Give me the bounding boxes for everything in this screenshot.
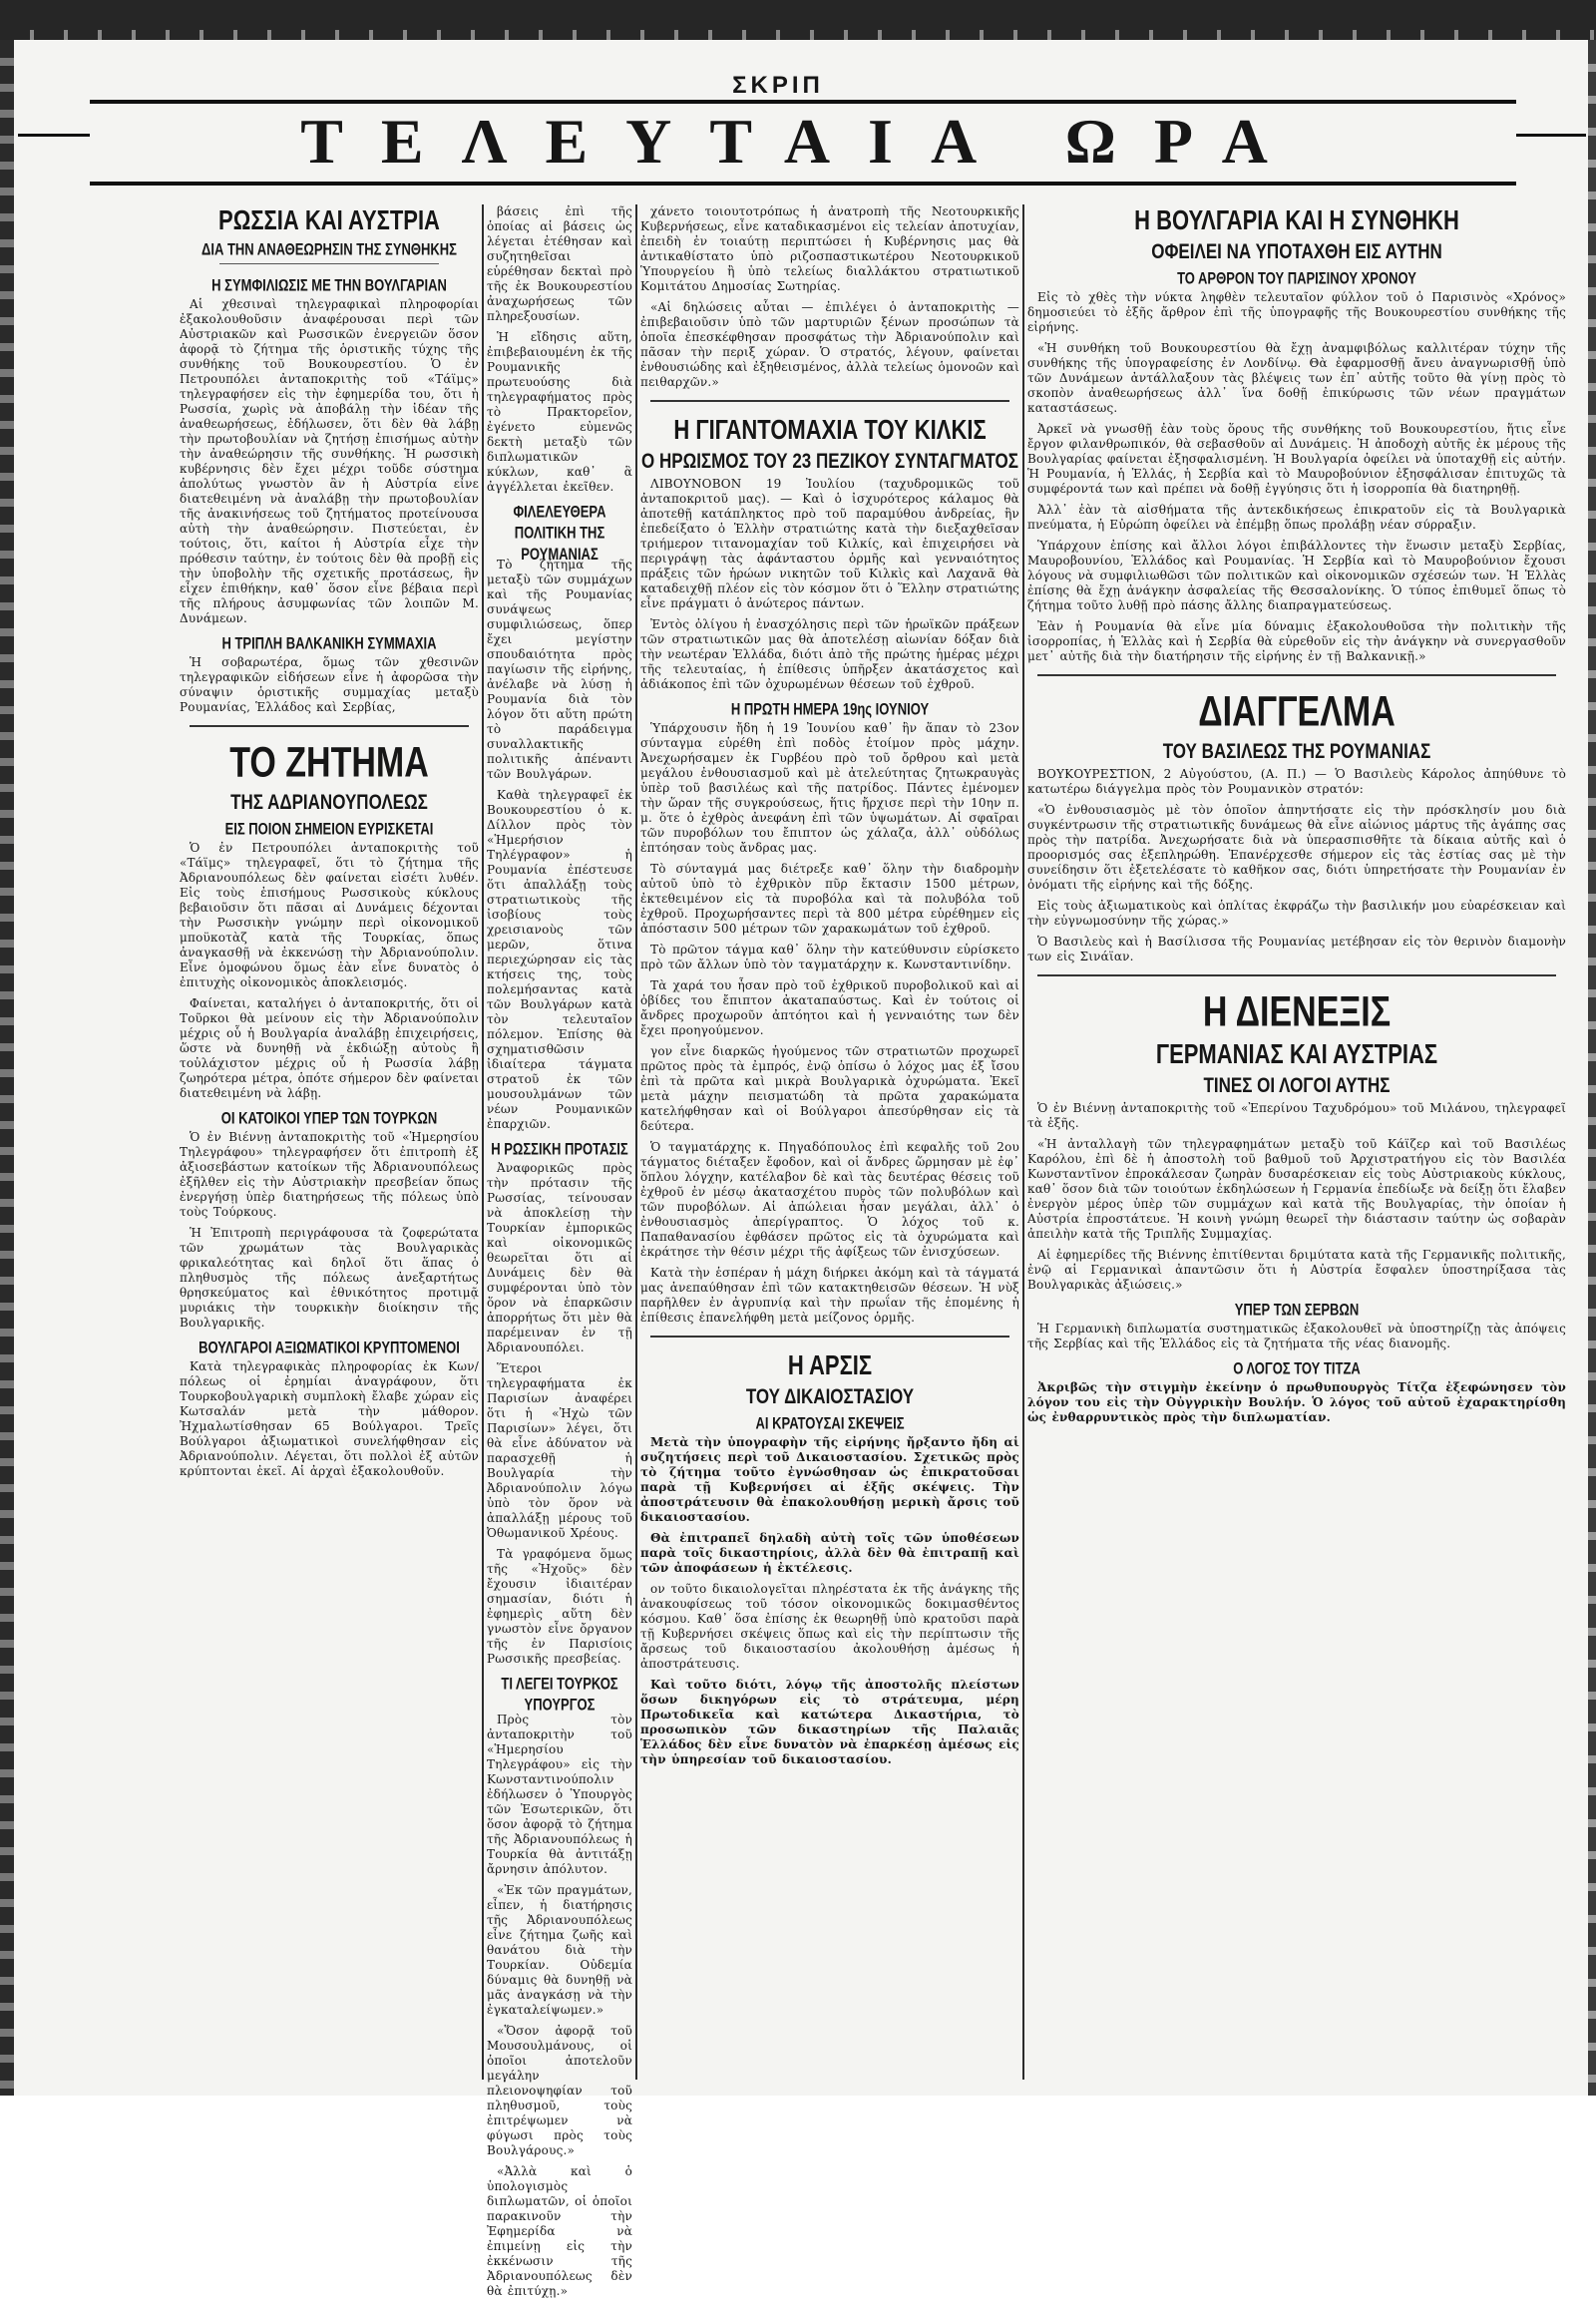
article-paragraph: ον τοῦτο δικαιολογεῖται πληρέστατα ἐκ τῆς ἀνάγκης τῆς ἀνακουφίσεως τοῦ τόσον οἰκονομικῶς δοκιμασθέντος κόσμου. Καθ᾽ ὅσα ἐπίσης ἐκ θεωρηθῇ ὑπὸ κρατοῦσι παρὰ τῇ Κυβερνήσει σκέψεις ὅπως καὶ εἰς τὴν περίπτωσιν τῆς ἄρσεως τοῦ δικαιοστασίου ἀκολουθήσῃ ἀμέσως ἡ ἀποστράτευσις. [640,1582,1019,1671]
column-2 [487,204,632,2298]
article-paragraph: Ἐντὸς ὀλίγου ἡ ἐνασχόλησις περὶ τῶν ἡρωϊκῶν πράξεων τῶν στρατιωτικῶν μας θὰ ἀποτελέσῃ αἰωνίαν δόξαν διὰ τὴν νεωτέραν Ἑλλάδα, διότι ἀπὸ τῆς πρώτης ἡμέρας μέχρι τῆς τελευταίας, ἡ ἐπίθεσις ὑπῆρξεν ἀκατάσχετος καὶ ἀδιάκοπος ἐπὶ τῶν ὀχυρωμένων θέσεων τοῦ ἐχθροῦ. [640,617,1019,691]
headline-proclamation: ΔΙΑΓΓΕΛΜΑ [1198,688,1396,736]
article-paragraph: Ὁ Βασιλεὺς καὶ ἡ Βασίλισσα τῆς Ρουμανίας μετέβησαν εἰς τὸν θερινὸν διαμονὴν των εἰς Σινάϊαν. [1027,935,1566,963]
article-paragraph: Ὁ ἐν Βιέννῃ ἀνταποκριτὴς τοῦ «Ἐπερίνου Ταχυδρόμου» τοῦ Μιλάνου, τηλεγραφεῖ τὰ ἑξῆς. [1027,1101,1566,1130]
subhead-for-serbs: ΥΠΕΡ ΤΩΝ ΣΕΡΒΩΝ [1234,1300,1360,1319]
article-paragraph: Ἡ Ἐπιτροπὴ περιγράφουσα τὰ ζοφερώτατα τῶν χρωμάτων τὰς Βουλγαρικὰς φρικαλεότητας καὶ δηλοῖ ὅτι ἅπας ὁ πληθυσμὸς τῆς πόλεως ἀνεξαρτήτως θρησκεύματος καὶ ἐθνικότητος προτιμᾷ μυριάκις τὴν τουρκικὴν διοίκησιν τῆς Βουλγαρικῆς. [180,1226,479,1330]
headline-kilkis-battle: Η ΓΙΓΑΝΤΟΜΑΧΙΑ ΤΟΥ ΚΙΛΚΙΣ [673,414,987,446]
article-paragraph: βάσεις ἐπὶ τῆς ὁποίας αἱ βάσεις ὡς λέγεται ἐτέθησαν καὶ συζητηθεῖσαι εὑρέθησαν δεκταὶ πρὸ τῆς ἐκ Βουκουρεστίου ἀναχωρήσεως τῶν πληρεξουσίων. [487,204,632,323]
article-paragraph: Καθὰ τηλεγραφεῖ ἐκ Βουκουρεστίου ὁ κ. Δίλλον πρὸς τὸν «Ἡμερήσιον Τηλέγραφον» ἡ Ρουμανία ἐπέστευσε ὅτι ἀπαλλάξῃ τοὺς στρατιωτικοὺς τῆς ἰσοβίους τοὺς χρεισιανοὺς τῶν μερῶν, ὅτινα περιεχώρησαν εἰς τὰς κτήσεις της, τοὺς πολεμήσαντας κατὰ τῶν Βουλγάρων κατὰ τὸν τελευταῖον πόλεμον. Ἐπίσης θὰ σχηματισθῶσιν ἰδιαίτερα τάγματα στρατοῦ ἐκ τῶν μουσουλμάνων τῶν νέων Ρουμανικῶν ἐπαρχιῶν. [487,788,632,1131]
article-paragraph: «Ὅσον ἀφορᾷ τοῦ Μουσουλμάνους, οἱ ὁποῖοι ἀποτελοῦν μεγάλην πλειονοψηφίαν τοῦ πληθυσμοῦ, τοὺς ἐπιτρέψωμεν νὰ φύγωσι πρὸς τοὺς Βουλγάρους.» [487,2024,632,2157]
article-paragraph: Πρὸς τὸν ἀνταποκριτὴν τοῦ «Ἡμερησίου Τηλεγράφου» εἰς τὴν Κωνσταντινούπολιν ἐδήλωσεν ὁ Ὑπουργὸς τῶν Ἐσωτερικῶν, ὅτι ὅσον ἀφορᾷ τὸ ζήτημα τῆς Ἀδριανουπόλεως ἡ Τουρκία θὰ ἀντιτάξῃ ἄρνησιν ἀπόλυτον. [487,1713,632,1876]
article-paragraph: «Ἀλλὰ καὶ ὁ ὑπολογισμὸς διπλωματῶν, οἱ ὁποῖοι παρακινοῦν τὴν Ἐφημερίδα νὰ ἐπιμείνῃ εἰς τὴν ἐκκένωσιν τῆς Ἀδριανουπόλεως δὲν θὰ ἐπιτύχῃ.» [487,2164,632,2298]
scan-top-band [0,0,1596,40]
article-paragraph: Ἡ σοβαρωτέρα, ὅμως τῶν χθεσινῶν τηλεγραφικῶν εἰδήσεων εἶνε ἡ ἀφορῶσα τὴν σύναψιν ὁριστικῆς συμμαχίας μεταξὺ Ρουμανίας, Ἑλλάδος καὶ Σερβίας, [180,655,479,714]
article-paragraph: Ἀκριβῶς τὴν στιγμὴν ἐκείνην ὁ πρωθυπουργὸς Τίτζα ἐξεφώνησεν τὸν λόγον του εἰς τὴν Οὐγγρικὴν Βουλήν. Ὁ λόγος τοῦ αὐτοῦ ἐχαρακτηρίσθη ὡς ἐνθαρρυντικὸς πρὸς τὴν διπλωματίαν. [1027,1380,1566,1424]
article-paragraph: «Ὁ ἐνθουσιασμὸς μὲ τὸν ὁποῖον ἀπηντήσατε εἰς τὴν πρόσκλησίν μου διὰ συγκέντρωσιν τῆς στρατιωτικῆς δυνάμεως θὰ εἶνε αἰώνιος μάρτυς τῆς ἀγάπης σας πρὸς τὴν πατρίδα. Ἀνεχωρήσατε διὰ νὰ ὑπερασπισθῆτε τὰ δίκαια αὐτῆς καὶ ὁ προορισμός σας ἐξεπληρώθη. Ἐπανέρχεσθε σήμερον εἰς τὰς ἑστίας σας μὲ τὴν συνείδησιν ὅτι ἐξετελέσατε τὸ καθῆκον σας, διότι ὑπηρετήσατε τὴν Ρουμανίαν ἐν ὀνόματι τῆς εἰρήνης καὶ τῆς δόξης. [1027,803,1566,892]
article-paragraph: Ἀρκεῖ νὰ γνωσθῇ ἐὰν τοὺς ὅρους τῆς συνθήκης τοῦ Βουκουρεστίου, ἥτις εἶνε ἔργον φιλανθρωπικόν, θὰ σεβασθοῦν αἱ Δυνάμεις. Ἡ ἀποδοχὴ αὐτῆς ἐκ μέρους τῆς Βουλγαρίας φαίνεται ἐξησφαλισμένη. Ἡ Βουλγαρία ὀφείλει νὰ ὑποταχθῇ εἰς αὐτήν. Ἡ Ρουμανία, ἡ Ἑλλάς, ἡ Σερβία καὶ τὸ Μαυροβούνιον ἐξησφάλισαν ἐπιτυχῶς τὰ συμφέροντά των καὶ πρέπει νὰ δοθῇ ἐγγύησις ὅτι ἡ ἰσορροπία θὰ διατηρηθῇ. [1027,422,1566,496]
article-paragraph: γον εἶνε διαρκῶς ἡγούμενος τῶν στρατιωτῶν προχωρεῖ πρῶτος πρὸς τὰ ἐμπρός, ἐνῷ ὀπίσω ὁ λόχος μας ἐξ ἴσου ἐπὶ τὰ πρῶτα καὶ μικρὰ Βουλγαρικὰ ὀχυρώματα. Ἐκεῖ μετὰ μάχην πεισματώδη τὰ πρῶτα χαρακώματα κατελήφθησαν καὶ οἱ Βούλγαροι ἀπεσύρθησαν εἰς τὰ δεύτερα. [640,1044,1019,1133]
headline-dispute: Η ΔΙΕΝΕΞΙΣ [1202,988,1392,1036]
article-paragraph: Ἀναφορικῶς πρὸς τὴν πρότασιν τῆς Ρωσσίας, τείνουσαν νὰ ἀποκλείσῃ τὴν Τουρκίαν ἐμπορικῶς καὶ οἰκονομικῶς θεωρεῖται ὅτι αἱ Δυνάμεις δὲν θὰ συμφέρονται ὑπὸ τὸν ὅρον νὰ ἐπαρκῶσιν ἀπορρήτως ὅτι μὲν θὰ παρέμειναν ἐν τῇ Ἀδριανουπόλει. [487,1161,632,1354]
article-paragraph: Ἐὰν ἡ Ρουμανία θὰ εἶνε μία δύναμις ἐξακολουθοῦσα τὴν πολιτικὴν τῆς ἰσορροπίας, ἡ Ἑλλὰς καὶ ἡ Σερβία θὰ εὑρεθοῦν εἰς τὴν ἀνάγκην νὰ συνεργασθοῦν μετ᾽ αὐτῆς διὰ τὴν διατήρησιν τῆς εἰρήνης ἐν τῇ Βαλκανικῇ.» [1027,619,1566,663]
subhead-tisza-speech: Ο ΛΟΓΟΣ ΤΟΥ ΤΙΤΖΑ [1233,1358,1361,1377]
article-paragraph: Τὸ ζήτημα τῆς μεταξὺ τῶν συμμάχων καὶ τῆς Ρουμανίας συνάψεως συμφιλιώσεως, ὅπερ ἔχει μεγίστην σπουδαιότητα πρὸς παγίωσιν τῆς εἰρήνης, ἀνέλαβε νὰ λύσῃ ἡ Ρουμανία διὰ τὸν λόγον ὅτι αὕτη πρώτη τὸ παράδειγμα συναλλακτικῆς πολιτικῆς ἀπέναντι τῶν Βουλγάρων. [487,558,632,781]
headline-the-question: ΤΟ ΖΗΤΗΜΑ [229,739,429,787]
article-paragraph: Καὶ τοῦτο διότι, λόγῳ τῆς ἀποστολῆς πλείστων ὅσων δικηγόρων εἰς τὸ στράτευμα, μέρη Πρωτοδικεῖα καὶ κατώτερα Δικαστήρια, τὸ προσωπικὸν τῶν δικαστηρίων τῆς Παλαιᾶς Ἑλλάδος δὲν εἶνε δυνατὸν νὰ ἐπαρκέσῃ ἀμέσως εἰς τὴν ὑπηρεσίαν τοῦ δικαιοστασίου. [640,1678,1019,1766]
headline-bulgaria-treaty: Η ΒΟΥΛΓΑΡΙΑ ΚΑΙ Η ΣΥΝΘΗΚΗ [1134,204,1459,236]
divider [219,263,439,264]
column-rule-2 [635,204,637,2080]
headline-russia-austria: ΡΩΣΣΙΑ ΚΑΙ ΑΥΣΤΡΙΑ [218,204,440,236]
divider [1037,974,1556,976]
article-paragraph: χάνετο τοιουτοτρόπως ἡ ἀνατροπὴ τῆς Νεοτουρκικῆς Κυβερνήσεως, εἶνε καταδικασμένοι εἰς τελείαν ἀποτυχίαν, ἐπειδὴ ἐν τοιαύτῃ περιπτώσει ἡ Κυβέρνησις μας θὰ ἀντικαθίστατο ὑπὸ ριζοσπαστικωτέρου Νεοτουρκικοῦ Ὑπουργείου ἢ ὑπὸ τελείως διαλλάκτου στρατιωτικοῦ Κομιτάτου Δημοσίας Σωτηρίας. [640,204,1019,293]
article-paragraph: Ἡ Γερμανικὴ διπλωματία συστηματικῶς ἐξακολουθεῖ νὰ ὑποστηρίζῃ τὰς ἀπόψεις τῆς Σερβίας καὶ τῆς Ἑλλάδος εἰς τὰ ζητήματα τῆς νέας διανομῆς. [1027,1322,1566,1350]
subhead-turkish-minister: ΤΙ ΛΕΓΕΙ ΤΟΥΡΚΟΣ ΥΠΟΥΡΓΟΣ [501,1674,618,1715]
subhead-russian-proposal: Η ΡΩΣΣΙΚΗ ΠΡΟΤΑΣΙΣ [491,1139,628,1158]
article-paragraph: Κατὰ τὴν ἑσπέραν ἡ μάχη διήρκει ἀκόμη καὶ τὰ τάγματά μας ἀνεπαύθησαν ἐπὶ τῶν κατακτηθεισῶν θέσεων. Ἡ νὺξ παρῆλθεν ἐν ἀγρυπνίᾳ καὶ τὴν πρωΐαν τῆς ἑπομένης ἡ ἐπίθεσις ἐπανελήφθη μετὰ μείζονος ὁρμῆς. [640,1266,1019,1325]
article-paragraph: «Ἡ συνθήκη τοῦ Βουκουρεστίου θὰ ἔχῃ ἀναμφιβόλως καλλιτέραν τύχην τῆς συνθήκης τῆς ὑπογραφείσης ἐν Λονδίνῳ. Θὰ ἐφαρμοσθῇ ἄνευ ἀναγνωρισθῇ ὑπὸ τῶν Δυνάμεων ἀντάλλαξουν τὰς βλέψεις των ἐπ᾽ αὐτῆς τοῦτο θὰ γίνῃ πρὸς τὸ σκοπὸν ἀναθεωρήσεως ἀλλ᾽ ἵνα δοθῇ ἐπικύρωσις τῶν νέων πραγμάτων καταστάσεως. [1027,341,1566,415]
article-paragraph: Ὑπάρχουν ἐπίσης καὶ ἄλλοι λόγοι ἐπιβάλλοντες τὴν ἕνωσιν μεταξὺ Σερβίας, Μαυροβουνίου, Ἑλλάδος καὶ Ρουμανίας. Ἡ Σερβία καὶ τὸ Μαυροβούνιον ἔχουσι λόγους νὰ συμφιλιωθῶσι τῶν πολιτικῶν καὶ οἰκονομικῶν σχέσεών των. Ἡ Ἑλλὰς ἐπίσης θὰ ἔχῃ ἀνάγκην ἀσφαλείας τῆς Θεσσαλονίκης. Ὁ τύπος ἐπιθυμεῖ ὅπως τὸ ζήτημα τοῦτο λυθῇ πρὸ πάσης ἄλλης διαπραγματεύσεως. [1027,539,1566,612]
divider [650,1336,1009,1338]
subhead-treaty-revision: ΔΙΑ ΤΗΝ ΑΝΑΘΕΩΡΗΣΙΝ ΤΗΣ ΣΥΝΘΗΚΗΣ [201,239,457,258]
article-paragraph: Ὁ ἐν Βιέννῃ ἀνταποκριτὴς τοῦ «Ἡμερησίου Τηλεγράφου» τηλεγραφήσεν ὅτι ἐπιτροπὴ ἐξ ἀξιοσεβάστων κατοίκων τῆς Ἀδριανουπόλεως ἐξῆλθεν εἰς τὴν Αὐστριακὴν πρεσβείαν ὅπως ἐνεργήσῃ ὑπὲρ διατηρήσεως τῆς πόλεως ὑπὸ τοὺς Τούρκους. [180,1130,479,1219]
article-paragraph: «Αἱ δηλώσεις αὗται — ἐπιλέγει ὁ ἀνταποκριτὴς — ἐπιβεβαιοῦσιν ὑπὸ τῶν μαρτυριῶν ξένων προσώπων τὰ ὁποῖα ἐπεσκέφθησαν προσφάτως τὴν Ἀδριανούπολιν καὶ πᾶσαν τὴν περιξ χώραν. Ὁ στρατός, λέγουν, φαίνεται ἐνθουσιώδης καὶ ἐξηθεισμένος, ἀλλὰ τελείως ὁμονοῶν καὶ πειθαρχῶν.» [640,300,1019,389]
subhead-adrianople: ΤΗΣ ΑΔΡΙΑΝΟΥΠΟΛΕΩΣ [230,790,428,814]
column-rule-3 [1022,204,1024,2080]
article-paragraph: Ἀλλ᾽ ἐὰν τὰ αἰσθήματα τῆς ἀντεκδικήσεως ἐπικρατοῦν εἰς τὰ Βουλγαρικὰ πνεύματα, ἡ Εὐρώπη ὀφείλει νὰ ἐπέμβῃ ὅπως προλάβῃ νέαν σύρραξιν. [1027,503,1566,532]
subhead-prevailing-thoughts: ΑΙ ΚΡΑΤΟΥΣΑΙ ΣΚΕΨΕΙΣ [755,1413,905,1432]
masthead-title: ΤΕΛΕΥΤΑΙΑ ΩΡΑ [300,106,1306,177]
subhead-first-day: Η ΠΡΩΤΗ ΗΜΕΡΑ 19ης ΙΟΥΝΙΟΥ [730,699,930,718]
article-paragraph: Τὸ σύνταγμά μας διέτρεξε καθ᾽ ὅλην τὴν διαδρομὴν αὐτοῦ ὑπὸ τὸ ἐχθρικὸν πῦρ ἔκτασιν 1500 μέτρων, ἐκτεθειμένον εἰς τὰ πυροβόλα καὶ τὰ πολυβόλα τοῦ ἐχθροῦ. Προχωρήσαντες περὶ τὰ 800 μέτρα εὑρέθημεν εἰς ἀπόστασιν 500 μέτρων τῶν χαρακωμάτων τοῦ ἐχθροῦ. [640,862,1019,936]
column-1 [180,204,479,2080]
subhead-triple-alliance: Η ΤΡΙΠΛΗ ΒΑΛΚΑΝΙΚΗ ΣΥΜΜΑΧΙΑ [221,633,437,652]
article-paragraph: Φαίνεται, καταλήγει ὁ ἀνταποκριτής, ὅτι οἱ Τοῦρκοι θὰ μείνουν εἰς τὴν Ἀδριανούπολιν μέχρις οὗ ἡ Βουλγαρία ἀναλάβῃ ἐπιχειρήσεις, ὥστε νὰ δυνηθῇ νὰ ἐκδιώξῃ αὐτοὺς ἢ τοὐλάχιστον μέχρις οὗ ἡ Ρωσσία λάβῃ ζωηρότερα μέτρα, ὁπότε σήμερον δὲν φαίνεται διατεθειμένη νὰ λάβῃ. [180,996,479,1100]
article-paragraph: Θὰ ἐπιτραπεῖ δηλαδὴ αὐτὴ τοῖς τῶν ὑποθέσεων παρὰ τοῖς δικαστηρίοις, ἀλλὰ δὲν θὰ ἐπιτραπῇ καὶ τῶν ἀποφάσεων ἡ ἐκτέλεσις. [640,1531,1019,1575]
column-4 [1027,204,1566,2080]
masthead-banner [90,100,1516,186]
subhead-must-submit: ΟΦΕΙΛΕΙ ΝΑ ΥΠΟΤΑΧΘΗ ΕΙΣ ΑΥΤΗΝ [1151,239,1442,263]
subhead-bulgarian-officers: ΒΟΥΛΓΑΡΟΙ ΑΞΙΩΜΑΤΙΚΟΙ ΚΡΥΠΤΟΜΕΝΟΙ [199,1338,460,1356]
subhead-paris-temps: ΤΟ ΑΡΘΡΟΝ ΤΟΥ ΠΑΡΙΣΙΝΟΥ ΧΡΟΝΟΥ [1177,268,1416,287]
scan-right-edge [1588,40,1596,2096]
article-paragraph: ΒΟΥΚΟΥΡΕΣΤΙΟΝ, 2 Αὐγούστου, (Α. Π.) — Ὁ Βασιλεὺς Κάρολος ἀπηύθυνε τὸ κατωτέρω διάγγελμα πρὸς τὸν Ρουμανικὸν στρατόν: [1027,767,1566,796]
divider [650,400,1009,402]
subhead-germany-austria: ΓΕΡΜΑΝΙΑΣ ΚΑΙ ΑΥΣΤΡΙΑΣ [1155,1038,1438,1070]
subhead-reconciliation: Η ΣΥΜΦΙΛΙΩΣΙΣ ΜΕ ΤΗΝ ΒΟΥΛΓΑΡΙΑΝ [211,275,447,294]
article-paragraph: Μετὰ τὴν ὑπογραφὴν τῆς εἰρήνης ἤρξαντο ἤδη αἱ συζητήσεις περὶ τοῦ Δικαιοστασίου. Σχετικῶς πρὸς τὸ ζήτημα τοῦτο ἐγνώσθησαν ὡς ἐπικρατοῦσαι παρὰ τῇ Κυβερνήσει αἱ ἑξῆς σκέψεις. Τὴν ἀποστράτευσιν θὰ ἐπακολουθήσῃ μερικὴ ἄρσις τοῦ δικαιοστασίου. [640,1435,1019,1524]
section-kicker: ΣΚΡΙΠ [732,72,824,99]
subhead-romanian-policy: ΦΙΛΕΛΕΥΘΕΡΑ ΠΟΛΙΤΙΚΗ ΤΗΣ ΡΟΥΜΑΝΙΑΣ [513,502,606,564]
column-3 [640,204,1019,2080]
article-paragraph: Αἱ χθεσιναὶ τηλεγραφικαὶ πληροφορίαι ἐξακολουθοῦσιν ἀναφέρουσαι περὶ τῶν Αὐστριακῶν καὶ Ρωσσικῶν ἐνεργειῶν ὅσον ἀφορᾷ τὸ ζήτημα τῆς ὁριστικῆς τύχης τῆς συνθήκης τοῦ Βουκουρεστίου. Ὁ ἐν Πετρουπόλει ἀνταποκριτὴς τοῦ «Τάϊμς» τηλεγραφήσεν εἰς τὴν ἐφημερίδα του, ὅτι ἡ Ρωσσία, χωρὶς νὰ ἀποβάλῃ τὴν ἰδέαν τῆς ἀναθεωρήσεως, ἐδήλωσεν, ὅτι δὲν θὰ λάβῃ τὴν πρωτοβουλίαν νὰ ζητήσῃ ἐπισήμως αὐτὴν τὴν ἀναθεώρησιν τῆς συνθήκης. Ἡ ρωσσικὴ κυβέρνησις δὲν ἔχει μέχρι τοῦδε σύστημα ἀπολύτως γνωστὸν ἂν ἡ Αὐστρία εἶνε διατεθειμένη νὰ ἀναλάβῃ τὴν πρωτοβουλίαν τῆς ἀνακινήσεως τοῦ ζητήματος προτείνουσα αὐτὴ τὴν ἀναθεώρησιν. Πιστεύεται, ἐν τούτοις, ὅτι, καίτοι ἡ Αὐστρία εἶχε τὴν πρόθεσιν ταύτην, ἐν τούτοις δὲν θὰ προβῇ εἰς τὴν ὑποβολὴν τῆς σχετικῆς προτάσεως, ἣν εἶχεν ἐπιθήκην, καθ᾽ ὅσον εἶνε βέβαια περὶ τῆς πλήρους ἀσυμφωνίας τῶν λοιπῶν Μ. Δυνάμεων. [180,297,479,625]
article-paragraph: Τὸ πρῶτον τάγμα καθ᾽ ὅλην τὴν κατεύθυνσιν εὑρίσκετο πρὸ τῶν ἄλλων ὑπὸ τὸν ταγματάρχην κ. Κωνσταντινίδην. [640,943,1019,971]
headline-lifting: Η ΑΡΣΙΣ [787,1349,873,1381]
subhead-current-status: ΕΙΣ ΠΟΙΟΝ ΣΗΜΕΙΟΝ ΕΥΡΙΣΚΕΤΑΙ [224,819,434,838]
article-paragraph: Εἰς τὸ χθὲς τὴν νύκτα ληφθὲν τελευταῖον φύλλον τοῦ ὁ Παρισινὸς «Χρόνος» δημοσιεύει τὸ ἑξῆς ἄρθρον ἐπὶ τῆς ὑπογραφῆς τῆς Βουκουρεστίου συνθήκης τῆς εἰρήνης. [1027,290,1566,334]
subhead-reasons: ΤΙΝΕΣ ΟΙ ΛΟΓΟΙ ΑΥΤΗΣ [1203,1073,1391,1097]
subhead-moratorium: ΤΟΥ ΔΙΚΑΙΟΣΤΑΣΙΟΥ [745,1384,915,1408]
subhead-king-of-romania: ΤΟΥ ΒΑΣΙΛΕΩΣ ΤΗΣ ΡΟΥΜΑΝΙΑΣ [1162,739,1431,763]
subhead-23rd-regiment: Ο ΗΡΩΙΣΜΟΣ ΤΟΥ 23 ΠΕΖΙΚΟΥ ΣΥΝΤΑΓΜΑΤΟΣ [641,449,1018,473]
article-paragraph: Αἱ ἐφημερίδες τῆς Βιέννης ἐπιτίθενται δριμύτατα κατὰ τῆς Γερμανικῆς πολιτικῆς, ἐνῷ αἱ Γερμανικαὶ ἀπαντῶσιν ὅτι ἡ Αὐστρία ἔσφαλεν ὑποστηρίξασα τὰς Βουλγαρικὰς ἀξιώσεις.» [1027,1248,1566,1292]
divider [190,725,469,727]
article-paragraph: Τὰ γραφόμενα ὅμως τῆς «Ἠχοῦς» δὲν ἔχουσιν ἰδιαιτέραν σημασίαν, διότι ἡ ἐφημερὶς αὕτη δὲν γνωστὸν εἶνε ὄργανον τῆς ἐν Παρισίοις Ρωσσικῆς πρεσβείας. [487,1547,632,1666]
subhead-residents: ΟΙ ΚΑΤΟΙΚΟΙ ΥΠΕΡ ΤΩΝ ΤΟΥΡΚΩΝ [220,1108,438,1127]
article-paragraph: Τὰ χαρά του ἦσαν πρὸ τοῦ ἐχθρικοῦ πυροβολικοῦ καὶ αἱ ὀβίδες του ἔπιπτον ἀκαταπαύστως. Καὶ ἐν τούτοις οἱ ἄνδρες προχωροῦν ἀπτόητοι καὶ ἡ γενναιότης των δὲν ἔχει προηγούμενον. [640,978,1019,1037]
article-paragraph: Ὁ ταγματάρχης κ. Πηγαδόπουλος ἐπὶ κεφαλῆς τοῦ 2ου τάγματος διέταξεν ἔφοδον, καὶ οἱ ἄνδρες ὥρμησαν μὲ ἐφ᾽ ὅπλου λόγχην, κατέλαβον δὲ καὶ τὰς δευτέρας θέσεις τοῦ ἐχθροῦ ἐν μέσῳ ἀκατασχέτου πυρὸς τῶν πολυβόλων καὶ τῶν πυροβόλων. Αἱ ἀπώλειαι ἦσαν μεγάλαι, ἀλλ᾽ ὁ ἐνθουσιασμὸς ἀπερίγραπτος. Ὁ λόχος τοῦ κ. Παπαθανασίου ἐφθάσεν πρῶτος εἰς τὰ ὀχυρώματα καὶ ἐκράτησε τὴν θέσιν μέχρι τῆς ἀφίξεως τῶν ἐνισχύσεων. [640,1140,1019,1259]
article-paragraph: Εἰς τοὺς ἀξιωματικοὺς καὶ ὁπλίτας ἐκφράζω τὴν βασιλικήν μου εὐαρέσκειαν καὶ τὴν εὐγνωμοσύνην τῆς χώρας.» [1027,899,1566,928]
article-paragraph: «Ἐκ τῶν πραγμάτων, εἶπεν, ἡ διατήρησις τῆς Ἀδριανουπόλεως εἶνε ζήτημα ζωῆς καὶ θανάτου διὰ τὴν Τουρκίαν. Οὐδεμία δύναμις θὰ δυνηθῇ νὰ μᾶς ἀναγκάσῃ νὰ τὴν ἐγκαταλείψωμεν.» [487,1883,632,2017]
column-rule-1 [482,204,484,2080]
article-paragraph: Κατὰ τηλεγραφικὰς πληροφορίας ἐκ Κων/πόλεως οἱ ἐρημίαι ἀναγράφουν, ὅτι Τουρκοβουλγαρικὴ συμπλοκὴ ἔλαβε χώραν εἰς Κωτσαλάν μετὰ τὴν μάθορον. Ἠχμαλωτίσθησαν 65 Βούλγαροι. Τρεῖς Βούλγαροι ἀξιωματικοὶ συνελήφθησαν εἰς Ἀδριανούπολιν. Λέγεται, ὅτι πολλοὶ ἐξ αὐτῶν κρύπτονται ἐκεῖ. Αἱ ἀρχαὶ ἐξακολουθοῦν. [180,1359,479,1478]
article-paragraph: Ὁ ἐν Πετρουπόλει ἀνταποκριτὴς τοῦ «Τάϊμς» τηλεγραφεῖ, ὅτι τὸ ζήτημα τῆς Ἀδριανουπόλεως δὲν φαίνεται εἰσέτι λυθέν. Εἰς τοὺς ἐπισήμους Ρωσσικοὺς κύκλους βεβαιοῦσιν ὅτι πᾶσαι αἱ Δυνάμεις δέχονται τὴν Ρωσσικὴν γνώμην περὶ οἰκονομικοῦ μποϋκοτὰζ κατὰ τῆς Τουρκίας, ὅπως ἀναγκασθῇ νὰ ἐκκενώσῃ τὴν Ἀδριανούπολιν. Εἶνε ὁμοφώνου ὅμως ἐὰν εἶνε δυνατὸς ὁ ἐπιτυχὴς οἰκονομικὸς ἀποκλεισμός. [180,841,479,989]
article-paragraph: Ὑπάρχουσιν ἤδη ἡ 19 Ἰουνίου καθ᾽ ἣν ἅπαν τὸ 23ον σύνταγμα εὑρέθη ἐπὶ ποδὸς ἑτοίμον πρὸς μάχην. Ἀνεχωρήσαμεν ἐκ Γυρβέου πρὸ τοῦ ὄρθρου καὶ μετὰ μεγάλου ἐνθουσιασμοῦ καὶ μὲ ἀτελεύτητας ζητωκραυγὰς ὑπὲρ τοῦ βασιλέως καὶ τῆς πατρίδος. Πάντες ἐμένομεν τὴν ὥραν τῆς συγκρούσεως, ἥτις ἤρχισε περὶ τὴν 10ην π. μ. ὅτε ὁ ἐχθρὸς ἀνεφάνη ἐπὶ τῶν ὑψωμάτων. Αἱ σφαῖραι τῶν πυροβόλων του ἔπιπτον ὡς χάλαζα, ἀλλ᾽ οὐδόλως ἐπτόησαν τοὺς ἄνδρας μας. [640,721,1019,855]
article-paragraph: ΛΙΒΟΥΝΟΒΟΝ 19 Ἰουλίου (ταχυδρομικῶς τοῦ ἀνταποκριτοῦ μας). — Καὶ ὁ ἰσχυρότερος κάλαμος θὰ ἀποτεθῇ κατάπληκτος πρὸ τοῦ παραμύθου ἀνδρείας, ἣν ἐπεδείξατο ὁ Ἑλλὴν στρατιώτης κατὰ τὴν διεξαχθεῖσαν τριήμερον τιτανομαχίαν τοῦ Κιλκίς, καὶ ἐπιχειρήσει νὰ περιγράψῃ τὰς ἀφάνταστου ὁρμῆς καὶ γενναιότητος πράξεις τῶν ἡρώων νικητῶν τοῦ Κιλκὶς καὶ Λαχανᾶ θὰ καταδειχθῇ πλέον εἰς τὸν κόσμον ὅτι ὁ Ἕλλην στρατιώτης εἶνε πράγματι ὁ ἀνώτερος πάντων. [640,477,1019,610]
article-paragraph: Ἕτεροι τηλεγραφήματα ἐκ Παρισίων ἀναφέρει ὅτι ἡ «Ἠχὼ τῶν Παρισίων» λέγει, ὅτι θὰ εἶνε ἀδύνατον νὰ παρασχεθῇ ἡ Βουλγαρία τὴν Ἀδριανούπολιν λόγω ὑπὸ τὸν ὅρον νὰ ἀπαλλάξῃ μέρους τοῦ Ὀθωμανικοῦ Χρέους. [487,1361,632,1540]
scan-left-edge [0,40,14,2096]
article-paragraph: Ἡ εἴδησις αὕτη, ἐπιβεβαιουμένη ἐκ τῆς Ρουμανικῆς πρωτευούσης διὰ τηλεγραφήματος πρὸς τὸ Πρακτορεῖον, ἐγένετο εὐμενῶς δεκτὴ μεταξὺ τῶν διπλωματικῶν κύκλων, καθ᾽ ἃ ἀγγέλλεται ἐκεῖθεν. [487,330,632,494]
divider [1037,674,1556,676]
article-paragraph: «Ἡ ἀνταλλαγὴ τῶν τηλεγραφημάτων μεταξὺ τοῦ Κάϊζερ καὶ τοῦ Βασιλέως Καρόλου, ἐπὶ δὲ ἡ ἀποστολὴ τοῦ βαθμοῦ τοῦ Ἀρχιστρατήγου εἰς τὸν Βασιλέα Κωνσταντῖνον ἐπροκάλεσαν ζωηρὰν δυσαρέσκειαν εἰς τοὺς Αὐστριακοὺς κύκλους, καθ᾽ ὅσον διὰ τῶν τοιούτων ἐκδηλώσεων ἡ Γερμανία ἐπεδίωξε νὰ δείξῃ ὅτι ἔλαβεν ἐνεργὸν μέρος ὑπὲρ τῶν συμμάχων καὶ κατὰ τῆς Βουλγαρίας, τὴν ὁποίαν ἡ Αὐστρία ἐπροστάτευε. Ἡ κοινὴ γνώμη θεωρεῖ τὴν διάστασιν ταύτην ὡς σοβαρὰν ἀπειλὴν κατὰ τῆς Τριπλῆς Συμμαχίας. [1027,1137,1566,1241]
